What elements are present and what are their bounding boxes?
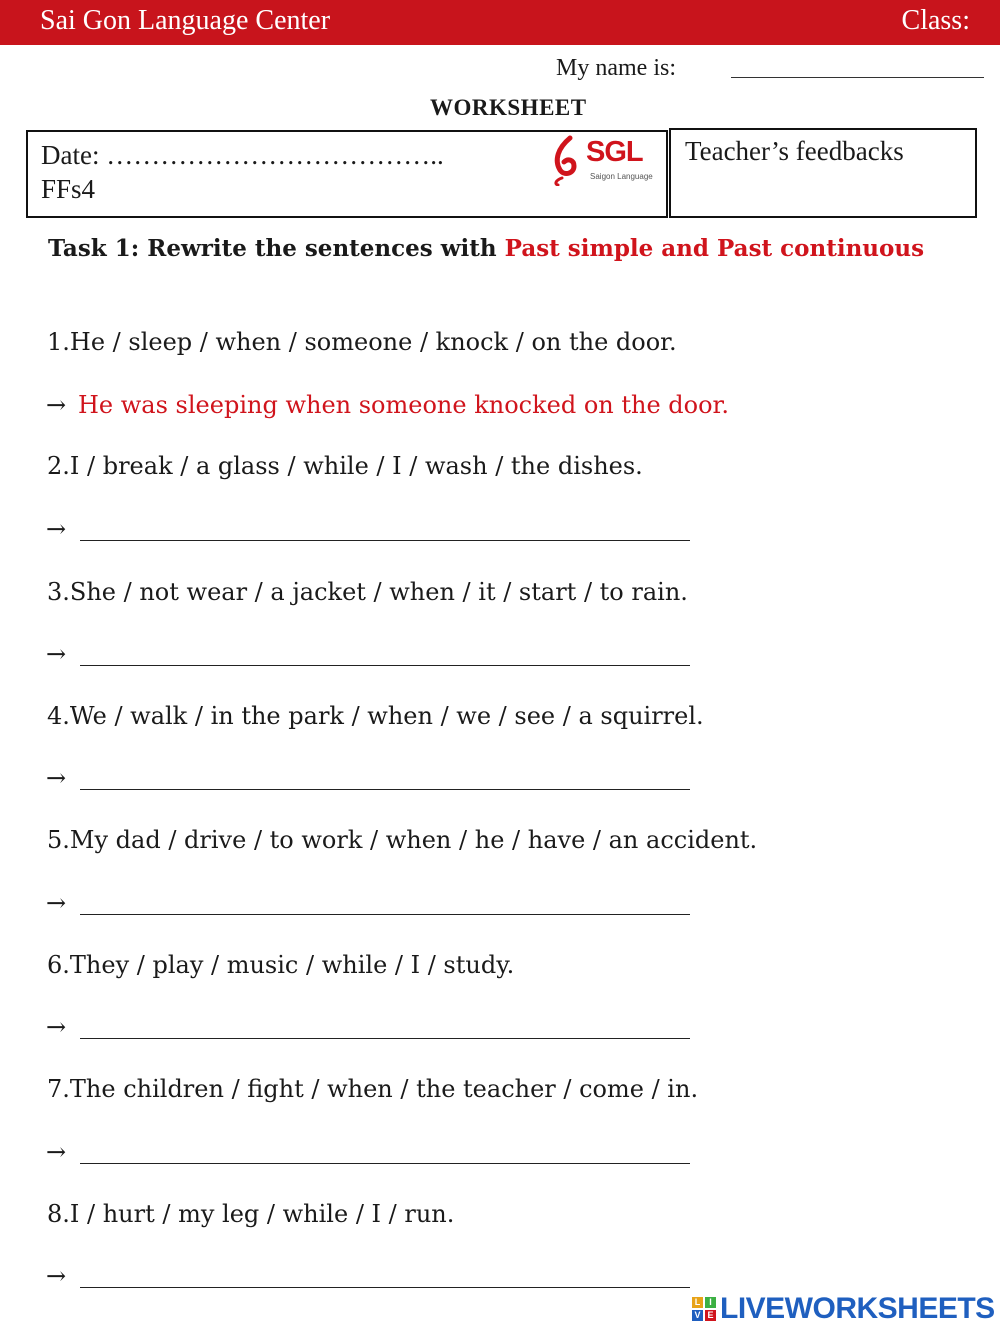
sgl-logo [548, 134, 658, 186]
answer-arrow [46, 764, 78, 792]
answer-arrow [46, 889, 78, 917]
arrow-icon: → [46, 764, 67, 792]
worksheet-title: WORKSHEET [430, 95, 587, 120]
logo-subtext: Saigon Language [590, 172, 653, 181]
question-prompt: 4.We / walk / in the park / when / we / see / a squirrel. [47, 702, 704, 730]
answer-blank[interactable] [80, 1163, 690, 1164]
date-label: Date: ……………………………….. [41, 140, 444, 170]
task-prefix: Task 1: Rewrite the sentences with [48, 235, 505, 262]
answer-blank[interactable] [80, 665, 690, 666]
center-name: Sai Gon Language Center [40, 5, 331, 36]
brand-text: LIVEWORKSHEETS [720, 1292, 995, 1325]
arrow-icon: → [46, 391, 67, 419]
arrow-icon: → [46, 1013, 67, 1041]
answer-arrow [46, 1013, 78, 1041]
task-instruction [48, 233, 928, 264]
arrow-icon: → [46, 889, 67, 917]
class-label: Class: [901, 5, 970, 36]
info-box [26, 130, 668, 218]
name-label: My name is: [556, 55, 676, 81]
question-prompt: 6.They / play / music / while / I / study. [47, 951, 515, 979]
task-highlight: Past simple and Past continuous [504, 235, 925, 262]
answer-arrow [46, 640, 78, 668]
liveworksheets-grid-icon [692, 1297, 718, 1323]
answer-blank[interactable] [80, 914, 690, 915]
name-input-line[interactable] [731, 77, 984, 78]
grid-letter: I [705, 1297, 716, 1308]
answer-blank[interactable] [80, 789, 690, 790]
grid-letter: V [692, 1310, 703, 1321]
answer-blank[interactable] [80, 1038, 690, 1039]
sgl-logo-icon [548, 134, 588, 186]
grid-letter: L [692, 1297, 703, 1308]
arrow-icon: → [46, 515, 67, 543]
question-prompt: 3.She / not wear / a jacket / when / it / start / to rain. [47, 578, 688, 606]
feedback-label: Teacher’s feedbacks [685, 136, 904, 166]
answer-text: He was sleeping when someone knocked on the door. [78, 391, 730, 419]
grid-letter: E [705, 1310, 716, 1321]
answer-row [46, 391, 729, 419]
answer-arrow [46, 1138, 78, 1166]
header-bar [0, 0, 1000, 45]
arrow-icon: → [46, 1262, 67, 1290]
question-prompt: 7.The children / fight / when / the teacher / come / in. [47, 1075, 699, 1103]
arrow-icon: → [46, 640, 67, 668]
answer-arrow [46, 1262, 78, 1290]
question-prompt: 8.I / hurt / my leg / while / I / run. [47, 1200, 455, 1228]
answer-blank[interactable] [80, 540, 690, 541]
question-prompt: 2.I / break / a glass / while / I / wash / the dishes. [47, 452, 643, 480]
worksheet-code: FFs4 [41, 174, 96, 204]
answer-arrow [46, 515, 78, 543]
answer-blank[interactable] [80, 1287, 690, 1288]
feedback-box [669, 128, 977, 218]
logo-text: SGL [586, 136, 643, 168]
arrow-icon: → [46, 1138, 67, 1166]
question-prompt: 1.He / sleep / when / someone / knock / on the door. [47, 328, 677, 356]
question-prompt: 5.My dad / drive / to work / when / he / have / an accident. [47, 826, 758, 854]
